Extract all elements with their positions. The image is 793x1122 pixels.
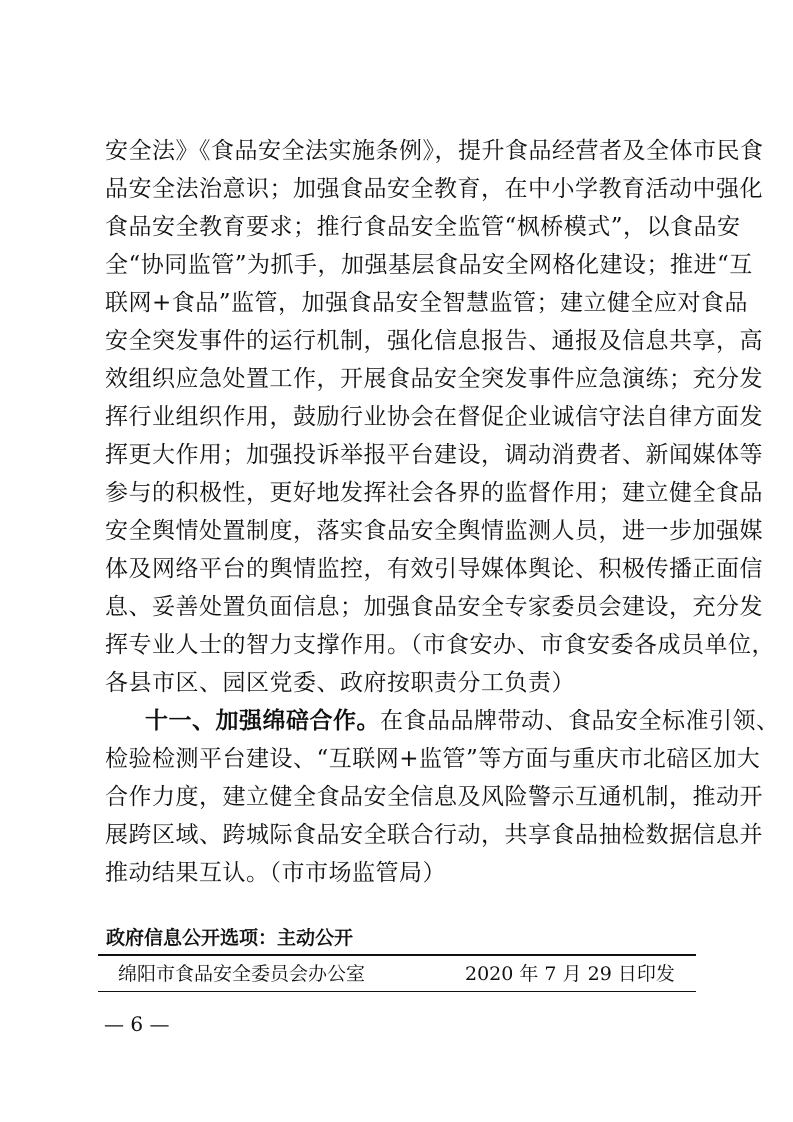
issue-date: 2020 年 7 月 29 日印发 <box>465 963 675 985</box>
body-line-15: 各县市区、园区党委、政府按职责分工负责） <box>105 670 575 696</box>
body-line-5: 联网+食品”监管，加强食品安全智慧监管；建立健全应对食品 <box>105 290 749 316</box>
section-heading: 十一、加强绵碚合作。 <box>145 708 380 734</box>
body-line-13: 息、妥善处置负面信息；加强食品安全专家委员会建设，充分发 <box>105 594 763 620</box>
body-line-2: 品安全法治意识；加强食品安全教育，在中小学教育活动中强化 <box>105 176 763 202</box>
section-line-5: 推动结果互认。（市市场监管局） <box>105 860 446 886</box>
body-line-12: 体及网络平台的舆情监控，有效引导媒体舆论、积极传播正面信 <box>105 556 763 582</box>
body-line-11: 安全舆情处置制度，落实食品安全舆情监测人员，进一步加强媒 <box>105 518 763 544</box>
section-line-4: 展跨区域、跨城际食品安全联合行动，共享食品抽检数据信息并 <box>105 822 763 848</box>
body-line-4: 全“协同监管”为抓手，加强基层食品安全网格化建设；推进“互 <box>105 252 753 278</box>
body-line-1: 安全法》《食品安全法实施条例》，提升食品经营者及全体市民食 <box>105 138 764 164</box>
body-line-9: 挥更大作用；加强投诉举报平台建设，调动消费者、新闻媒体等 <box>105 442 763 468</box>
section-line-3: 合作力度，建立健全食品安全信息及风险警示互通机制，推动开 <box>105 784 763 810</box>
footer-bottom-rule <box>98 991 696 992</box>
body-line-10: 参与的积极性，更好地发挥社会各界的监督作用；建立健全食品 <box>105 480 763 506</box>
body-line-6: 安全突发事件的运行机制，强化信息报告、通报及信息共享，高 <box>105 328 763 354</box>
body-line-7: 效组织应急处置工作，开展食品安全突发事件应急演练；充分发 <box>105 366 763 392</box>
disclosure-option: 政府信息公开选项：主动公开 <box>106 927 354 949</box>
footer-top-rule <box>98 954 696 956</box>
section-line-2: 检验检测平台建设、“互联网+监管”等方面与重庆市北碚区加大 <box>105 746 761 772</box>
body-line-8: 挥行业组织作用，鼓励行业协会在督促企业诚信守法自律方面发 <box>105 404 763 430</box>
issuing-office: 绵阳市食品安全委员会办公室 <box>118 963 366 985</box>
body-line-14: 挥专业人士的智力支撑作用。（市食安办、市食安委各成员单位， <box>105 632 775 658</box>
page-number: — 6 — <box>104 1012 170 1036</box>
section-line-1-text: 在食品品牌带动、食品安全标准引领、 <box>380 708 780 734</box>
section-first-line <box>145 702 780 740</box>
body-line-3: 食品安全教育要求；推行食品安全监管“枫桥模式”，以食品安 <box>105 214 741 240</box>
